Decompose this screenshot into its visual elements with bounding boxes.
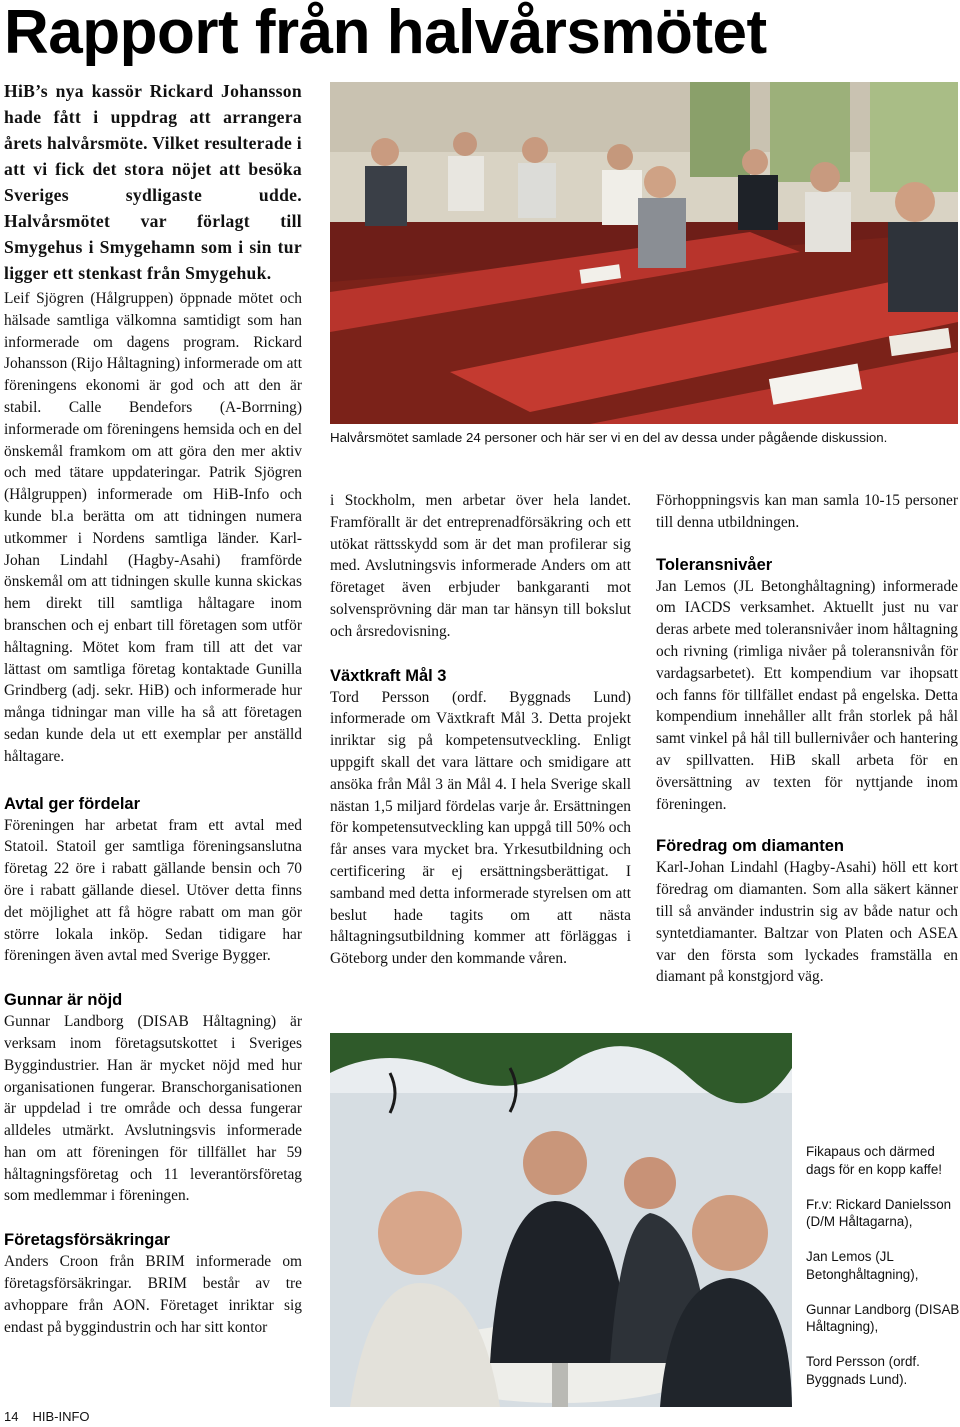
- paragraph-toleransnivaer: Jan Lemos (JL Betonghåltagning) informerade om IACDS verksamhet. Aktuellt just nu var deras arbete med toleransnivåer inom håltagning och rivning (rimliga nivåer på toleransnivån för vardagsarbetet). Ett kompendium var ihopsatt och fanns för tillfället endast på engelska. Detta kompendium innehåller allt från storlek på hål samt vinkel på hål till bullernivåer och hantering av spillvatten. HiB skall arbeta för en översättning av texten för nyttjande inom föreningen.: [656, 577, 958, 813]
- coffee-break-caption: [806, 1143, 960, 1406]
- heading-diamanten: Föredrag om diamanten: [656, 837, 844, 856]
- heading-forsakringar: Företagsförsäkringar: [4, 1231, 170, 1250]
- caption-line-3: Jan Lemos (JL Betonghåltagning),: [806, 1249, 919, 1282]
- paragraph-diamanten: Karl-Johan Lindahl (Hagby-Asahi) höll ett kort föredrag om diamanten. Som alla säkert känner till så använder industrin sig av både natur och syntetdiamanter. Baltzar von Platen och ASEA var den första som lyckades framställa en diamant på konstgjord väg.: [656, 859, 958, 986]
- lead-paragraph: HiB’s nya kassör Rickard Johansson hade fått i uppdrag att arrangera årets halvårsmöte. Vilket resulterade i att vi fick det stora nöjet att besöka Sveriges sydligaste udde. Halvårsmötet var förlagt till Smygehus i Smygehamn som i sin tur ligger ett stenkast från Smygehuk.: [4, 81, 302, 283]
- page-footer: [4, 1409, 104, 1425]
- meeting-photo-caption: Halvårsmötet samlade 24 personer och här ser vi en del av dessa under pågående diskussion.: [330, 430, 888, 445]
- column-1: [4, 78, 302, 1338]
- caption-line-4: Gunnar Landborg (DISAB Håltagning),: [806, 1301, 960, 1334]
- paragraph-avtal: Föreningen har arbetat fram ett avtal med Statoil. Statoil ger samtliga föreningsanslutna företag 22 öre i rabatt gällande bensin och 70 öre i rabatt gällande diesel. Utöver detta finns det möjlighet att få högre rabatt om man gör större lokala inköp. Sedan tidigare har föreningen även avtal med Sverige Bygger.: [4, 816, 302, 965]
- body-paragraph: Leif Sjögren (Hålgruppen) öppnade mötet och hälsade samtliga välkomna samtidigt som han informerade om dagens program. Rickard Johansson (Rijo Håltagning) informerade om att föreningens ekonomi är god och att den är stabil. Calle Bendefors (A-Borrning) informerade om föreningens hemsida och en del önskemål framkom om att göra den mer aktiv och med tätare uppdateringar. Patrik Sjögren (Hålgruppen) informerade om HiB-Info och kunde bl.a berätta om att tidningen numera utkommer i Nordens samtliga länder. Karl-Johan Lindahl (Hagby-Asahi) framförde önskemål om att tidningen skulle kunna skickas hem direkt till samtliga håltagare inom branschen och ej enbart till företagen som utför håltagning. Mötet kom fram till att det var lättast om samtliga företag kontaktade Gunilla Grindberg (adj. sekr. HiB) och informerade hur många tidningar man ville ha så att företagen sedan kunde dela ut ett exemplar per anställd håltagare.: [4, 290, 302, 765]
- coffee-break-photo: [330, 1033, 792, 1407]
- paragraph-vaxtkraft: Tord Persson (ordf. Byggnads Lund) informerade om Växtkraft Mål 3. Detta projekt inriktar sig på kompetensutveckling. Enligt uppgift skall det vara lättare och smidigare att ansöka från Mål 3 än Mål 4. I hela Sverige skall nästan 1,5 miljard fördelas varje år. Ersättningen för kompetensutveckling kan uppgå till 50% och får anses vara mycket bra. Yrkesutbildning och certificering är ej ersättningsberättigat. I samband med detta informerade styrelsen om att beslut hade tagits om att nästa håltagningsutbildning kommer att förläggas i Göteborg under den kommande våren.: [330, 688, 631, 968]
- page-number: 14: [4, 1409, 19, 1424]
- caption-line-1: Fikapaus och därmed dags för en kopp kaffe!: [806, 1144, 942, 1177]
- heading-vaxtkraft: Växtkraft Mål 3: [330, 666, 447, 685]
- paragraph-stockholm: i Stockholm, men arbetar över hela landet. Framförallt är det entreprenadförsäkring och ett utökat rättsskydd som är det man profilerar sig med. Avslutningsvis informerade Anders om att företaget även erbjuder bankgaranti mot solvensprövning där man tar hänsyn till bokslut och årsredovisning.: [330, 492, 631, 640]
- column-3: [656, 490, 958, 988]
- paragraph-forsakringar: Anders Croon från BRIM informerade om företagsförsäkringar. BRIM består av tre avhoppare från AON. Företaget inriktar sig endast på byggindustrin och har sitt kontor: [4, 1253, 302, 1336]
- paragraph-gunnar: Gunnar Landborg (DISAB Håltagning) är verksam inom företagsutskottet i Sveriges Byggindustrier. Han är mycket nöjd med hur organisationen fungerar. Branschorganisationen är uppdelad i tre område och dessa fungerar alldeles utmärkt. Avslutningsvis informerade han om att föreningen för tillfället har 59 håltagningsföretag och 11 leverantörsföretag som medlemmar i föreningen.: [4, 1013, 302, 1205]
- paragraph-forhoppningsvis: Förhoppningsvis kan man samla 10-15 personer till denna utbildningen.: [656, 492, 958, 531]
- heading-gunnar: Gunnar är nöjd: [4, 991, 123, 1010]
- caption-line-2: Fr.v: Rickard Danielsson (D/M Håltagarna),: [806, 1196, 952, 1229]
- article-title: Rapport från halvårsmötet: [4, 0, 767, 67]
- heading-avtal: Avtal ger fördelar: [4, 794, 141, 813]
- publication-name: HIB-INFO: [32, 1409, 90, 1424]
- column-2: [330, 490, 631, 970]
- meeting-photo: [330, 82, 958, 424]
- caption-line-5: Tord Persson (ordf. Byggnads Lund).: [806, 1354, 920, 1387]
- heading-toleransnivaer: Toleransnivåer: [656, 555, 773, 574]
